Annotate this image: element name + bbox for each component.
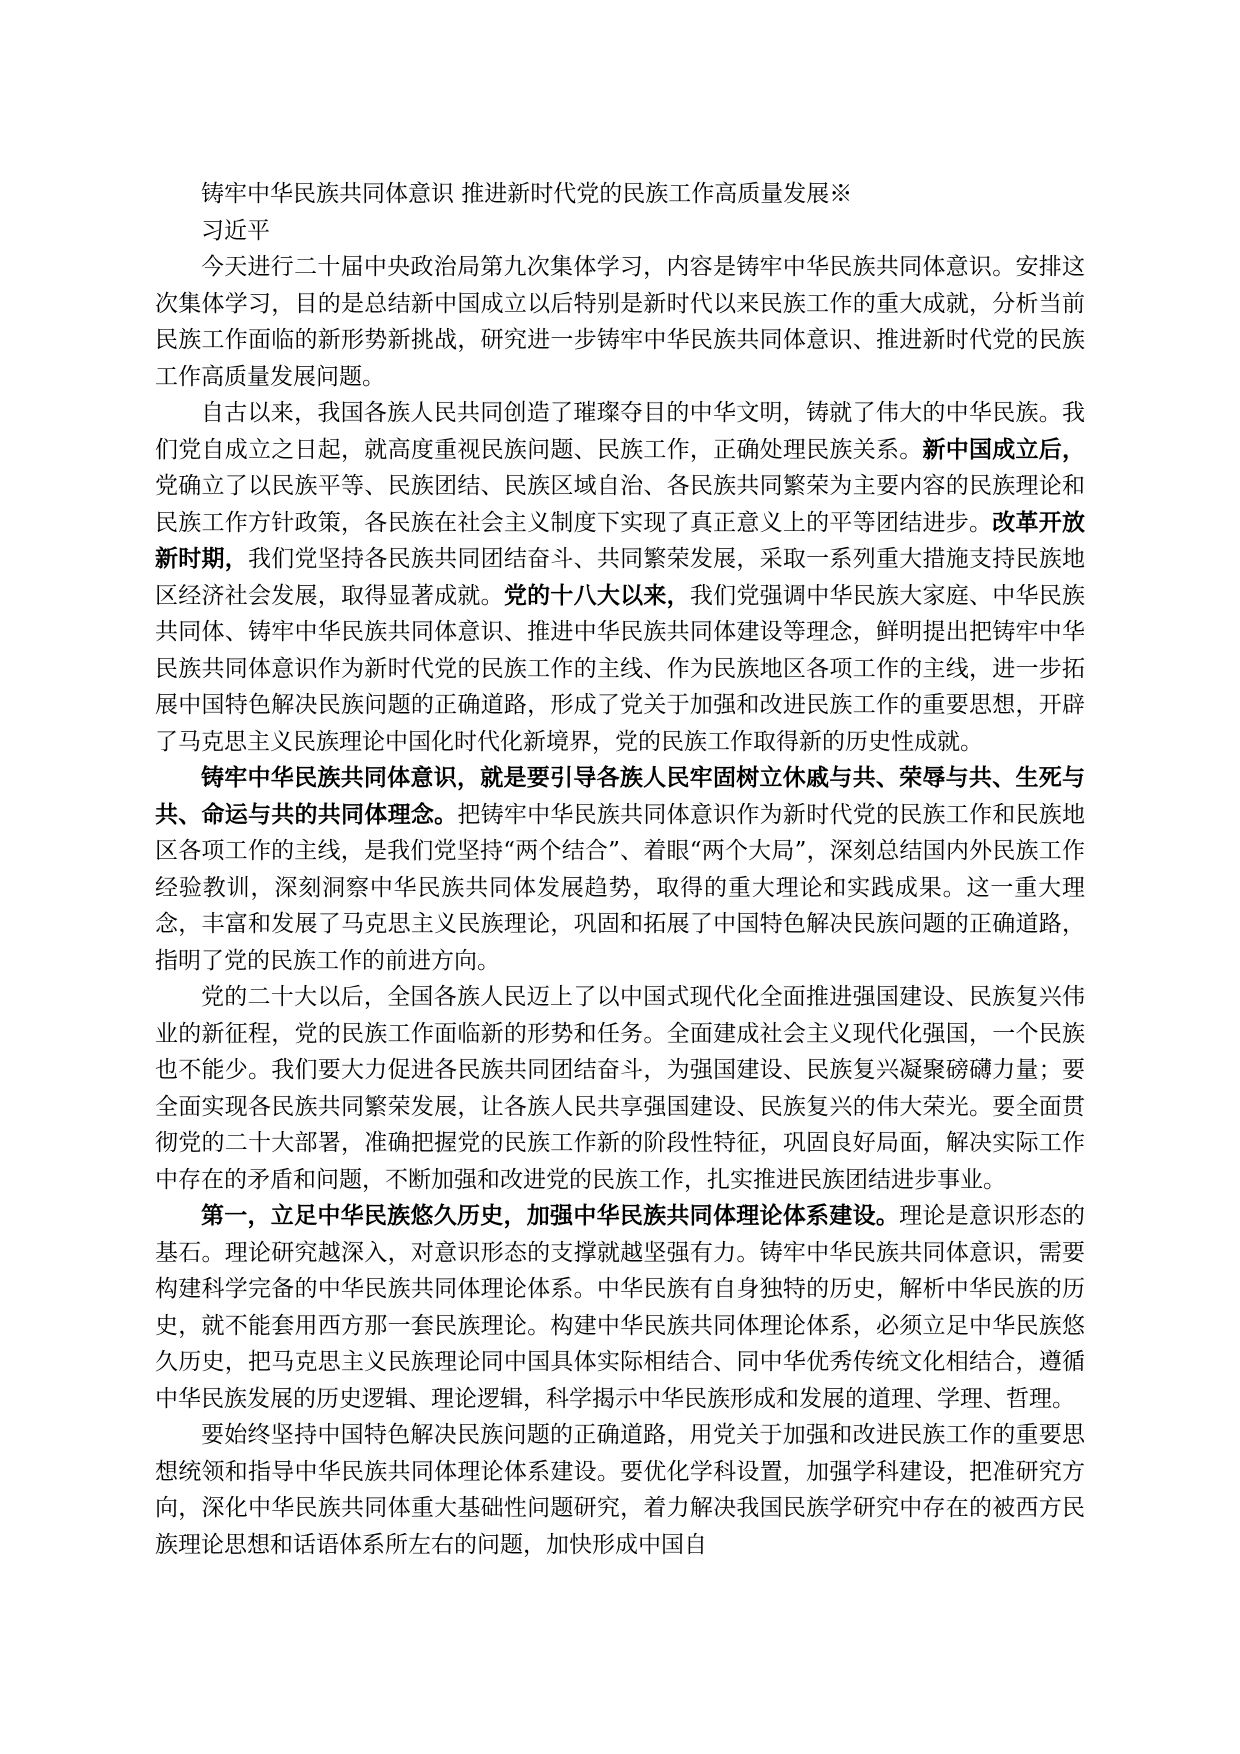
paragraph-6: 要始终坚持中国特色解决民族问题的正确道路，用党关于加强和改进民族工作的重要思想统领和指导中华民族共同体理论体系建设。要优化学科设置，加强学科建设，把准研究方向，深化中华民族共同体重大基础性问题研究，着力解决我国民族学研究中存在的被西方民族理论思想和话语体系所左右的问题，加快形成中国自 xyxy=(155,1422,1085,1558)
document-body xyxy=(155,176,1085,1563)
paragraph-2-bold-1: 新中国成立后， xyxy=(922,435,1086,463)
paragraph-4: 党的二十大以后，全国各族人民迈上了以中国式现代化全面推进强国建设、民族复兴伟业的新征程，党的民族工作面临新的形势和任务。全面建成社会主义现代化强国，一个民族也不能少。我们要大力促进各民族共同团结奋斗，为强国建设、民族复兴凝聚磅礴力量；要全面实现各民族共同繁荣发展，让各族人民共享强国建设、民族复兴的伟大荣光。要全面贯彻党的二十大部署，准确把握党的民族工作新的阶段性特征，巩固良好局面，解决实际工作中存在的矛盾和问题，不断加强和改进党的民族工作，扎实推进民族团结进步事业。 xyxy=(155,984,1085,1193)
paragraph-5-text-1: 理论是意识形态的基石。理论研究越深入，对意识形态的支撑就越坚强有力。铸牢中华民族共同体意识，需要构建科学完备的中华民族共同体理论体系。中华民族有自身独特的历史，解析中华民族的历史，就不能套用西方那一套民族理论。构建中华民族共同体理论体系，必须立足中华民族悠久历史，把马克思主义民族理论同中国具体实际相结合、同中华优秀传统文化相结合，遵循中华民族发展的历史逻辑、理论逻辑，科学揭示中华民族形成和发展的道理、学理、哲理。 xyxy=(155,1203,1086,1412)
paragraph-2-bold-3: 党的十八大以来， xyxy=(503,581,690,609)
paragraph-3 xyxy=(155,760,1085,979)
paragraph-2-text-2: 党确立了以民族平等、民族团结、民族区域自治、各民族共同繁荣为主要内容的民族理论和民族工作方针政策，各民族在社会主义制度下实现了真正意义上的平等团结进步。 xyxy=(155,473,1085,536)
paragraph-5-bold-1: 第一，立足中华民族悠久历史，加强中华民族共同体理论体系建设。 xyxy=(201,1202,900,1229)
paragraph-2-text-1: 自古以来，我国各族人民共同创造了璀璨夺目的中华文明，铸就了伟大的中华民族。我们党自成立之日起，就高度重视民族问题、民族工作，正确处理民族关系。 xyxy=(155,400,1085,463)
paragraph-5 xyxy=(155,1198,1085,1417)
paragraph-3-text-1: 把铸牢中华民族共同体意识作为新时代党的民族工作和民族地区各项工作的主线，是我们党坚持“两个结合”、着眼“两个大局”，深刻总结国内外民族工作经验教训，深刻洞察中华民族共同体发展趋势，取得的重大理论和实践成果。这一重大理念，丰富和发展了马克思主义民族理论，巩固和拓展了中国特色解决民族问题的正确道路，指明了党的民族工作的前进方向。 xyxy=(155,801,1086,974)
paragraph-1: 今天进行二十届中央政治局第九次集体学习，内容是铸牢中华民族共同体意识。安排这次集体学习，目的是总结新中国成立以后特别是新时代以来民族工作的重大成就，分析当前民族工作面临的新形势新挑战，研究进一步铸牢中华民族共同体意识、推进新时代党的民族工作高质量发展问题。 xyxy=(155,254,1085,390)
paragraph-2-bold-2: 改革开放新时期， xyxy=(155,508,1086,572)
paragraph-2-text-3: 我们党坚持各民族共同团结奋斗、共同繁荣发展，采取一系列重大措施支持民族地区经济社会发展，取得显著成就。 xyxy=(155,546,1086,609)
paragraph-3-bold-1: 铸牢中华民族共同体意识，就是要引导各族人民牢固树立休戚与共、荣辱与共、生死与共、命运与共的共同体理念。 xyxy=(155,764,1085,828)
paragraph-2-text-4: 我们党强调中华民族大家庭、中华民族共同体、铸牢中华民族共同体意识、推进中华民族共同体建设等理念，鲜明提出把铸牢中华民族共同体意识作为新时代党的民族工作的主线、作为民族地区各项工作的主线，进一步拓展中国特色解决民族问题的正确道路，形成了党关于加强和改进民族工作的重要思想，开辟了马克思主义民族理论中国化时代化新境界，党的民族工作取得新的历史性成就。 xyxy=(155,582,1086,755)
document-author: 习近平 xyxy=(201,217,270,244)
paragraph-2 xyxy=(155,395,1085,760)
document-title: 铸牢中华民族共同体意识 推进新时代党的民族工作高质量发展※ xyxy=(201,181,853,207)
